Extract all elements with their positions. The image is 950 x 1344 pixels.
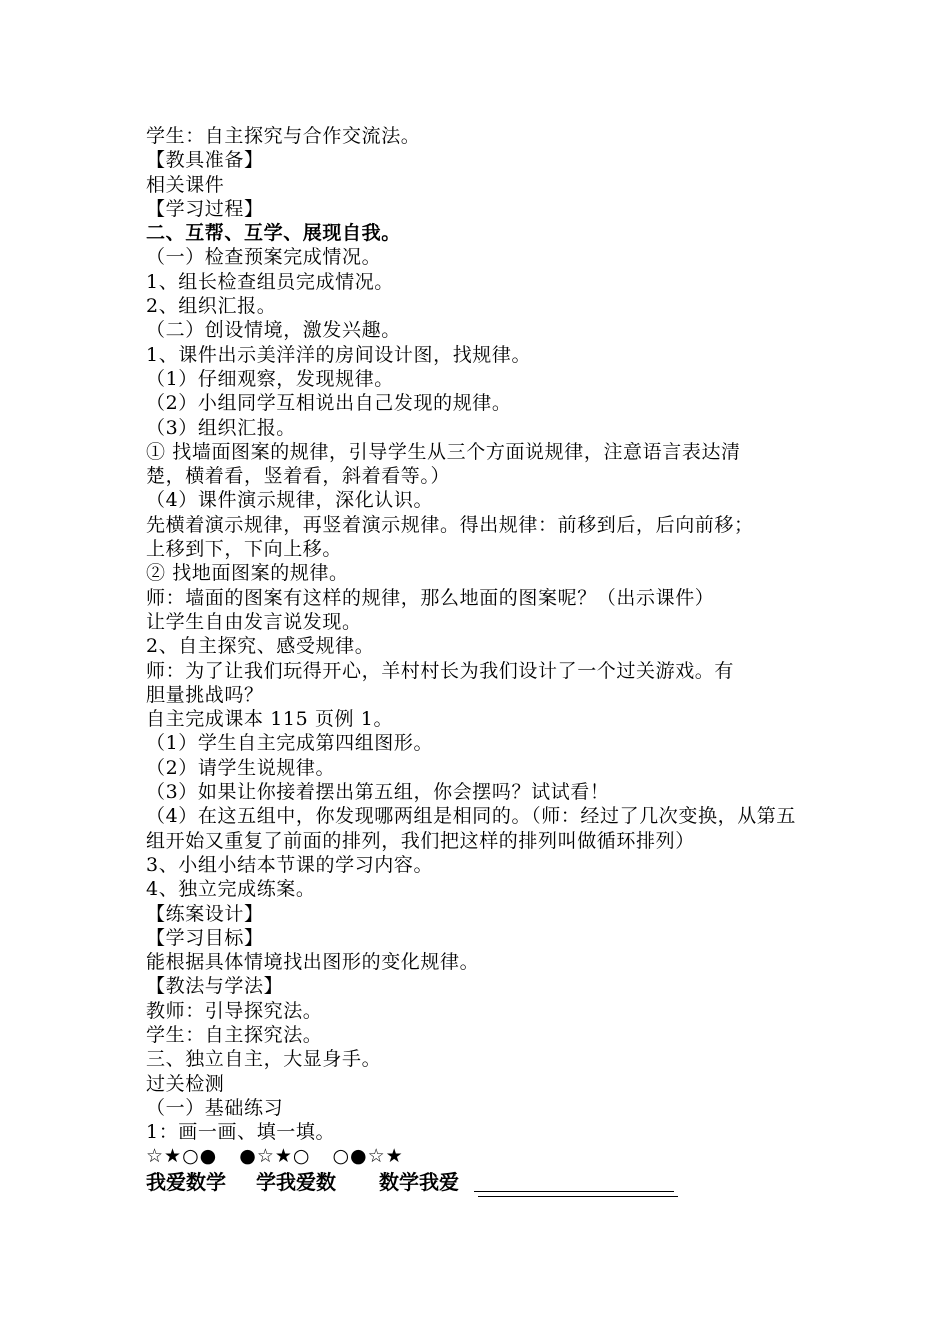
text-line: 组开始又重复了前面的排列，我们把这样的排列叫做循环排列）	[146, 829, 695, 852]
text-line: 先横着演示规律，再竖着演示规律。得出规律：前移到后，后向前移；	[146, 513, 754, 536]
text-line: 2、组织汇报。	[146, 295, 277, 318]
symbol-group-1: ☆★○●	[146, 1145, 218, 1168]
symbol-group-2: ●☆★○	[239, 1145, 311, 1168]
text-line: 1：画一画、填一填。	[146, 1121, 336, 1144]
text-line: 学生：自主探究法。	[146, 1023, 323, 1046]
answer-blank-line-2[interactable]	[478, 1196, 678, 1197]
text-line: 师：为了让我们玩得开心，羊村村长为我们设计了一个过关游戏。有	[146, 659, 735, 682]
section-heading: 【学习过程】	[146, 197, 264, 220]
text-line: （二）创设情境，激发兴趣。	[146, 319, 401, 342]
text-line: 1、课件出示美洋洋的房间设计图，找规律。	[146, 343, 532, 366]
text-line: 过关检测	[146, 1072, 225, 1095]
text-line: ① 找墙面图案的规律，引导学生从三个方面说规律，注意语言表达清	[146, 440, 741, 463]
text-line: （1）仔细观察，发现规律。	[146, 367, 394, 390]
text-line: 能根据具体情境找出图形的变化规律。	[146, 951, 480, 974]
text-line: （4）在这五组中，你发现哪两组是相同的。（师：经过了几次变换，从第五	[146, 805, 796, 828]
text-line: ② 找地面图案的规律。	[146, 562, 349, 585]
text-line: （2）小组同学互相说出自己发现的规律。	[146, 392, 512, 415]
part-heading: 二、互帮、互学、展现自我。	[146, 222, 401, 245]
word-group-2: 学我爱数	[256, 1170, 336, 1195]
text-line: （2）请学生说规律。	[146, 756, 336, 779]
text-line: （一）检查预案完成情况。	[146, 246, 382, 269]
section-heading: 【教法与学法】	[146, 975, 284, 998]
text-line: 楚，横着看，竖着看，斜着看等。）	[146, 465, 451, 488]
symbol-group-3: ○●☆★	[332, 1145, 404, 1168]
text-line: 师：墙面的图案有这样的规律，那么地面的图案呢？（出示课件）	[146, 586, 715, 609]
text-line: 相关课件	[146, 173, 225, 196]
word-group-1: 我爱数学	[146, 1170, 226, 1195]
text-line: 学生：自主探究与合作交流法。	[146, 125, 421, 147]
text-line: 胆量挑战吗？	[146, 683, 264, 706]
text-line: 1、组长检查组员完成情况。	[146, 270, 394, 293]
text-line: （3）如果让你接着摆出第五组，你会摆吗？试试看！	[146, 781, 610, 804]
document-page	[146, 124, 866, 1196]
text-line: （4）课件演示规律，深化认识。	[146, 489, 434, 512]
text-line: 让学生自由发言说发现。	[146, 610, 362, 633]
text-line: 上移到下，下向上移。	[146, 538, 343, 561]
text-line: 自主完成课本 115 页例 1。	[146, 708, 394, 731]
text-line: 三、独立自主，大显身手。	[146, 1048, 382, 1071]
symbol-pattern-row	[146, 1144, 866, 1168]
word-pattern-row	[146, 1168, 866, 1196]
text-line: （3）组织汇报。	[146, 416, 296, 439]
text-line: 3、小组小结本节课的学习内容。	[146, 853, 434, 876]
section-heading: 【学习目标】	[146, 926, 264, 949]
text-line: 4、独立完成练案。	[146, 878, 316, 901]
section-heading: 【教具准备】	[146, 149, 264, 172]
text-line: （一）基础练习	[146, 1096, 284, 1119]
section-heading: 【练案设计】	[146, 902, 264, 925]
text-line: （1）学生自主完成第四组图形。	[146, 732, 434, 755]
word-group-3: 数学我爱	[379, 1170, 459, 1195]
answer-blank-line[interactable]	[474, 1175, 674, 1192]
text-line: 教师：引导探究法。	[146, 999, 323, 1022]
text-line: 2、自主探究、感受规律。	[146, 635, 375, 658]
